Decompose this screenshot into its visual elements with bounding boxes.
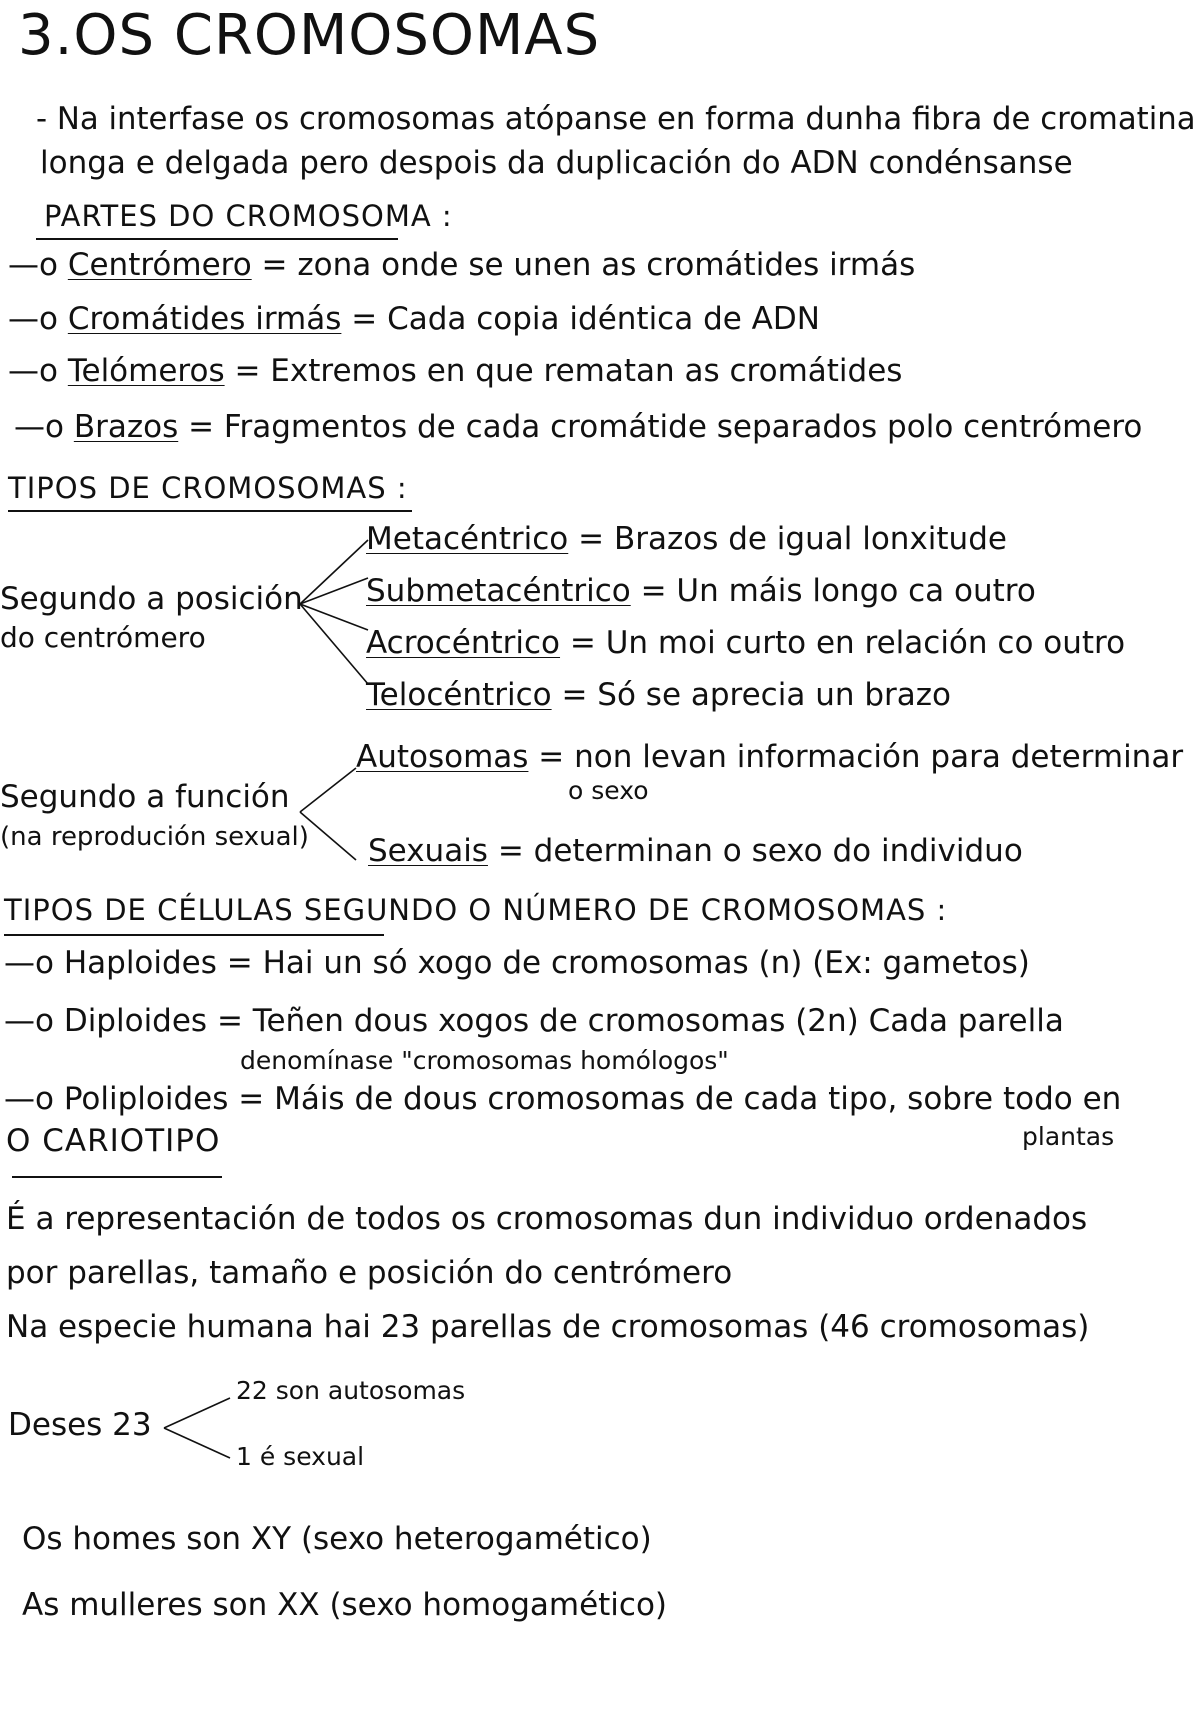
- arrow-marker: —o: [4, 1003, 54, 1039]
- cell-term: Diploides: [63, 1003, 208, 1039]
- cell-term: Poliploides: [63, 1081, 229, 1117]
- position-label-1: Segundo a posición: [0, 581, 303, 617]
- karyotype-paragraph-line-3: Na especie humana hai 23 parellas de cromosomas (46 cromosomas): [6, 1309, 1090, 1345]
- type-term: Sexuais: [368, 833, 488, 869]
- type-term: Submetacéntrico: [366, 573, 631, 609]
- part-term: Telómeros: [67, 353, 225, 389]
- cell-type-item: [4, 945, 1030, 981]
- arrow-marker: —o: [8, 247, 58, 283]
- types-heading-underline: [8, 510, 412, 512]
- type-definition: = non levan información para determinar: [538, 739, 1184, 775]
- arrow-marker: —o: [8, 353, 58, 389]
- function-item-continuation: o sexo: [568, 776, 649, 805]
- arrow-marker: —o: [4, 945, 54, 981]
- part-item: [8, 247, 916, 283]
- position-item: [366, 625, 1126, 661]
- parts-heading-underline: [36, 238, 398, 240]
- type-term: Autosomas: [356, 739, 529, 775]
- type-term: Telocéntrico: [366, 677, 552, 713]
- karyotype-men: Os homes son XY (sexo heterogamético): [22, 1521, 652, 1557]
- cell-definition: = Teñen dous xogos de cromosomas (2n) Cada parella: [216, 1003, 1064, 1039]
- type-term: Acrocéntrico: [366, 625, 561, 661]
- types-heading: TIPOS DE CROMOSOMAS :: [8, 471, 408, 505]
- position-item: [366, 573, 1036, 609]
- karyotype-split-label: Deses 23: [8, 1407, 152, 1443]
- type-definition: = Brazos de igual lonxitude: [578, 521, 1007, 557]
- type-definition: = Só se aprecia un brazo: [561, 677, 951, 713]
- position-label-2: do centrómero: [0, 621, 206, 654]
- intro-line-1: - Na interfase os cromosomas atópanse en forma dunha fibra de cromatina: [36, 101, 1196, 137]
- part-item: [8, 301, 820, 337]
- function-item: [356, 739, 1184, 775]
- cell-type-item: [4, 1081, 1122, 1117]
- function-label-1: Segundo a función: [0, 779, 290, 815]
- part-term: Cromátides irmás: [67, 301, 342, 337]
- type-definition: = Un moi curto en relación co outro: [569, 625, 1126, 661]
- part-term: Centrómero: [67, 247, 252, 283]
- arrow-marker: —o: [14, 409, 64, 445]
- karyotype-paragraph-line-1: É a representación de todos os cromosomas dun individuo ordenados: [6, 1201, 1088, 1237]
- position-item: [366, 521, 1007, 557]
- cell-definition: = Máis de dous cromosomas de cada tipo, sobre todo en: [238, 1081, 1122, 1117]
- karyotype-split-sexual: 1 é sexual: [236, 1442, 365, 1471]
- intro-line-2: longa e delgada pero despois da duplicación do ADN condénsanse: [40, 145, 1073, 181]
- cell-definition-continuation: plantas: [1022, 1122, 1115, 1151]
- cell-term: Haploides: [63, 945, 217, 981]
- function-item: [368, 833, 1023, 869]
- part-item: [8, 353, 903, 389]
- type-term: Metacéntrico: [366, 521, 569, 557]
- cells-heading-underline: [4, 934, 384, 936]
- part-definition: = zona onde se unen as cromátides irmás: [261, 247, 916, 283]
- karyotype-heading-underline: [12, 1176, 222, 1178]
- karyotype-heading: O CARIOTIPO: [6, 1123, 221, 1159]
- cell-definition-continuation: denomínase "cromosomas homólogos": [240, 1046, 729, 1075]
- part-term: Brazos: [73, 409, 179, 445]
- part-item: [14, 409, 1143, 445]
- page-title: 3.OS CROMOSOMAS: [18, 3, 601, 68]
- part-definition: = Fragmentos de cada cromátide separados polo centrómero: [188, 409, 1143, 445]
- karyotype-paragraph-line-2: por parellas, tamaño e posición do centrómero: [6, 1255, 733, 1291]
- cells-heading: TIPOS DE CÉLULAS SEGUNDO O NÚMERO DE CROMOSOMAS :: [4, 893, 948, 927]
- parts-heading: PARTES DO CROMOSOMA :: [44, 199, 453, 233]
- type-definition: = determinan o sexo do individuo: [497, 833, 1023, 869]
- arrow-marker: —o: [4, 1081, 54, 1117]
- karyotype-split-autosomes: 22 son autosomas: [236, 1376, 466, 1405]
- type-definition: = Un máis longo ca outro: [640, 573, 1036, 609]
- part-definition: = Extremos en que rematan as cromátides: [234, 353, 903, 389]
- function-label-2: (na reprodución sexual): [0, 822, 309, 852]
- position-item: [366, 677, 951, 713]
- cell-type-item: [4, 1003, 1064, 1039]
- karyotype-women: As mulleres son XX (sexo homogamético): [22, 1587, 668, 1623]
- arrow-marker: —o: [8, 301, 58, 337]
- cell-definition: = Hai un só xogo de cromosomas (n) (Ex: gametos): [226, 945, 1030, 981]
- part-definition: = Cada copia idéntica de ADN: [351, 301, 820, 337]
